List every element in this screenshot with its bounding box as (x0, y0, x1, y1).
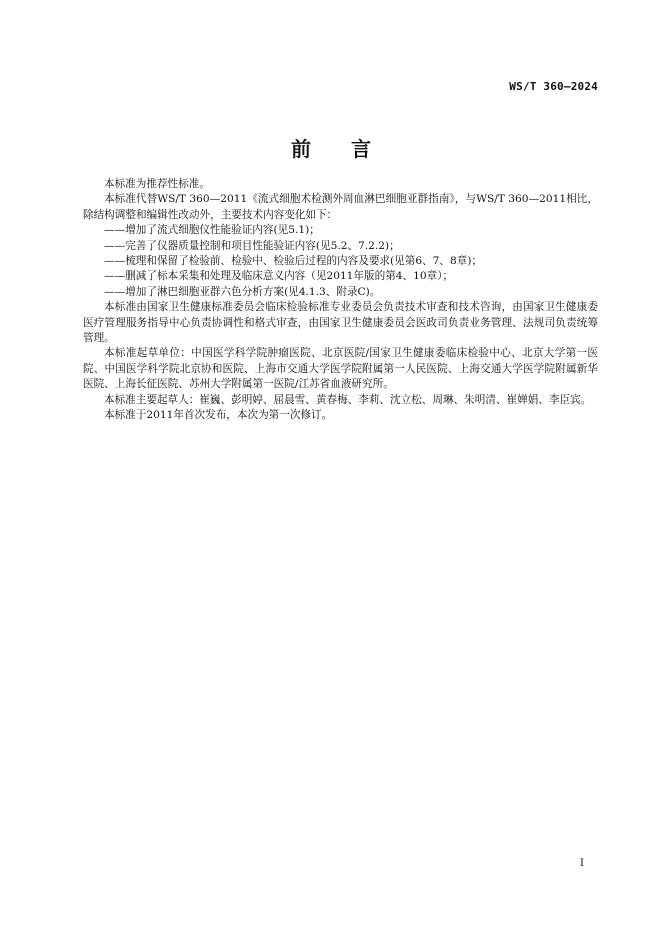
body-text (83, 177, 598, 424)
paragraph-proposer: 本标准由国家卫生健康标准委员会临床检验标准专业委员会负责技术审查和技术咨询，由国家卫生健康委医疗管理服务指导中心负责协调性和格式审查，由国家卫生健康委员会医政司负责业务管理、法规司负责统筹管理。 (83, 301, 598, 345)
paragraph-replacement: 本标准代替WS/T 360—2011《流式细胞术检测外周血淋巴细胞亚群指南》，与WS/T 360—2011相比，除结构调整和编辑性改动外，主要技术内容变化如下： (83, 193, 598, 221)
list-item: ——完善了仪器质量控制和项目性能验证内容(见5.2、7.2.2)； (104, 239, 400, 252)
list-item: ——增加了流式细胞仪性能验证内容(见5.1)； (104, 224, 320, 237)
paragraph-drafters: 本标准主要起草人：崔巍、彭明婷、屈晨雪、黄春梅、李莉、沈立松、周琳、朱明清、崔婵娟、李臣宾。 (104, 393, 592, 406)
paragraph-history: 本标准于2011年首次发布，本次为第一次修订。 (104, 409, 333, 422)
paragraph-standard-type: 本标准为推荐性标准。 (104, 178, 210, 190)
page-number: I (580, 858, 584, 869)
page-title: 前 言 (291, 137, 371, 161)
list-item: ——梳理和保留了检验前、检验中、检验后过程的内容及要求(见第6、7、8章)； (104, 255, 483, 268)
list-item: ——删减了标本采集和处理及临床意义内容（见2011年版的第4、10章）； (104, 270, 454, 283)
paragraph-drafting-units: 本标准起草单位：中国医学科学院肿瘤医院、北京医院/国家卫生健康委临床检验中心、北京大学第一医院、中国医学科学院北京协和医院、上海市交通大学医学院附属第一人民医院、上海交通大学医学院附属新华医院、上海长征医院、苏州大学附属第一医院/江苏省血液研究所。 (83, 347, 598, 391)
document-code: WS/T 360—2024 (509, 80, 598, 93)
list-item: ——增加了淋巴细胞亚群六色分析方案(见4.1.3、附录C)。 (104, 285, 381, 298)
